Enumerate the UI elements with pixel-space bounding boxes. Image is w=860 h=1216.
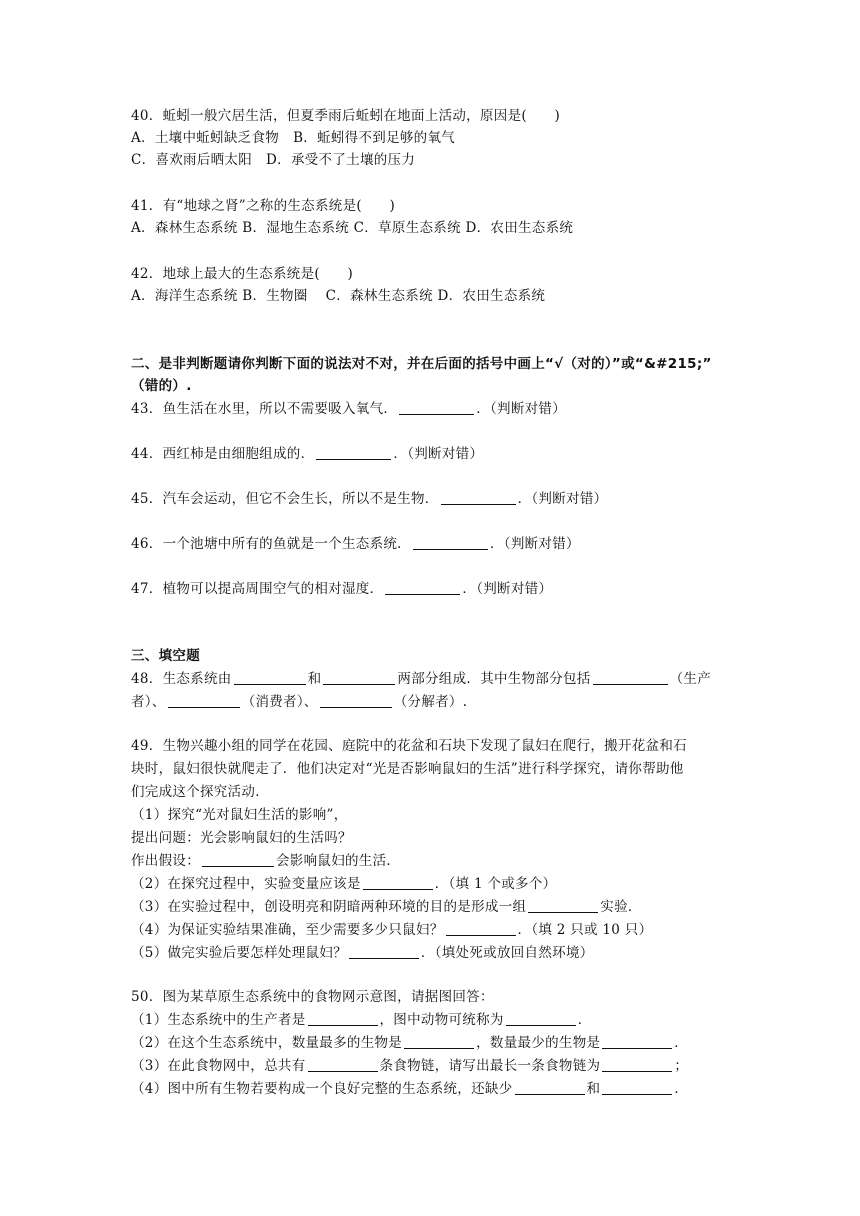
option-b: B．蚯蚓得不到足够的氧气	[293, 130, 456, 146]
answer-blank	[506, 1011, 576, 1026]
question-49-sub5: （5）做完实验后要怎样处理鼠妇？ ．（填处死或放回自然环境）	[131, 945, 594, 961]
question-49-sub1-hypothesis: 作出假设： 会影响鼠妇的生活．	[131, 853, 401, 869]
section-2-heading-line1: 二、是非判断题请你判断下面的说法对不对，并在后面的括号中画上“√（对的）”或“&#215;”	[131, 356, 712, 372]
answer-blank	[602, 1034, 672, 1049]
question-49-para-line2: 块时，鼠妇很快就爬走了．他们决定对“光是否影响鼠妇的生活”进行科学探究，请你帮助他	[131, 761, 684, 777]
section-2-heading-line2: （错的）.	[131, 378, 192, 394]
answer-blank	[349, 944, 419, 959]
section-3-heading: 三、填空题	[131, 648, 200, 664]
option-d: D．承受不了土壤的压力	[266, 152, 416, 168]
question-50-sub1: （1）生态系统中的生产者是 ，图中动物可统称为 ．	[131, 1012, 592, 1028]
question-50-sub4: （4）图中所有生物若要构成一个良好完整的生态系统，还缺少 和 ．	[131, 1081, 689, 1097]
answer-blank	[602, 1057, 672, 1072]
question-45: 45．汽车会运动，但它不会生长，所以不是生物． ．（判断对错）	[131, 491, 608, 507]
question-49-para-line1: 49．生物兴趣小组的同学在花园、庭院中的花盆和石块下发现了鼠妇在爬行，搬开花盆和石	[131, 738, 687, 754]
question-48-line1: 48．生态系统由 和 两部分组成．其中生物部分包括 （生产	[131, 671, 711, 687]
answer-blank	[413, 535, 488, 550]
question-49-sub1-question: 提出问题：光会影响鼠妇的生活吗？	[131, 830, 352, 846]
answer-blank	[308, 1057, 378, 1072]
answer-blank	[308, 1011, 378, 1026]
question-43: 43．鱼生活在水里，所以不需要吸入氧气． ．（判断对错）	[131, 401, 567, 417]
answer-blank	[168, 693, 240, 708]
answer-blank	[202, 852, 274, 867]
question-40-stem: 40．蚯蚓一般穴居生活，但夏季雨后蚯蚓在地面上活动，原因是( )	[131, 108, 561, 124]
question-49-sub4: （4）为保证实验结果准确，至少需要多少只鼠妇？ ．（填 2 只或 10 只）	[131, 922, 653, 938]
question-40-options-row2	[131, 150, 415, 170]
answer-blank	[399, 400, 474, 415]
answer-blank	[320, 693, 392, 708]
question-49-sub1: （1）探究“光对鼠妇生活的影响”，	[131, 807, 348, 823]
answer-blank	[385, 580, 460, 595]
question-42-stem: 42．地球上最大的生态系统是( )	[131, 266, 354, 282]
answer-blank	[528, 898, 598, 913]
option-ab: A．海洋生态系统 B．生物圈	[131, 288, 308, 304]
option-a: A．土壤中蚯蚓缺乏食物	[131, 130, 280, 146]
question-47: 47．植物可以提高周围空气的相对湿度． ．（判断对错）	[131, 581, 553, 597]
answer-blank	[441, 490, 516, 505]
answer-blank	[602, 1080, 672, 1095]
question-49-para-line3: 们完成这个探究活动．	[131, 784, 269, 800]
option-cd: C．森林生态系统 D．农田生态系统	[325, 288, 546, 304]
answer-blank	[446, 921, 516, 936]
answer-blank	[363, 875, 433, 890]
question-49-sub3: （3）在实验过程中，创设明亮和阴暗两种环境的目的是形成一组 实验．	[131, 899, 642, 915]
answer-blank	[323, 670, 395, 685]
question-50-sub3: （3）在此食物网中，总共有 条食物链，请写出最长一条食物链为 ；	[131, 1058, 689, 1074]
question-50-sub2: （2）在这个生态系统中，数量最多的生物是 ，数量最少的生物是 ．	[131, 1035, 689, 1051]
option-c: C．喜欢雨后晒太阳	[131, 152, 253, 168]
question-40-options-row1	[131, 128, 455, 148]
question-44: 44．西红柿是由细胞组成的． ．（判断对错）	[131, 446, 484, 462]
question-41-stem: 41．有“地球之肾”之称的生态系统是( )	[131, 198, 396, 214]
answer-blank	[593, 670, 668, 685]
answer-blank	[234, 670, 306, 685]
question-42-options	[131, 286, 545, 306]
question-41-options: A．森林生态系统 B．湿地生态系统 C．草原生态系统 D．农田生态系统	[131, 220, 574, 236]
question-50-stem: 50．图为某草原生态系统中的食物网示意图，请据图回答：	[131, 989, 494, 1005]
answer-blank	[515, 1080, 585, 1095]
answer-blank	[404, 1034, 474, 1049]
answer-blank	[316, 445, 391, 460]
question-46: 46．一个池塘中所有的鱼就是一个生态系统． ．（判断对错）	[131, 536, 580, 552]
question-49-sub2: （2）在探究过程中，实验变量应该是 ．（填 1 个或多个）	[131, 876, 557, 892]
question-48-line2: 者）、 （消费者）、 （分解者）.	[131, 694, 468, 710]
